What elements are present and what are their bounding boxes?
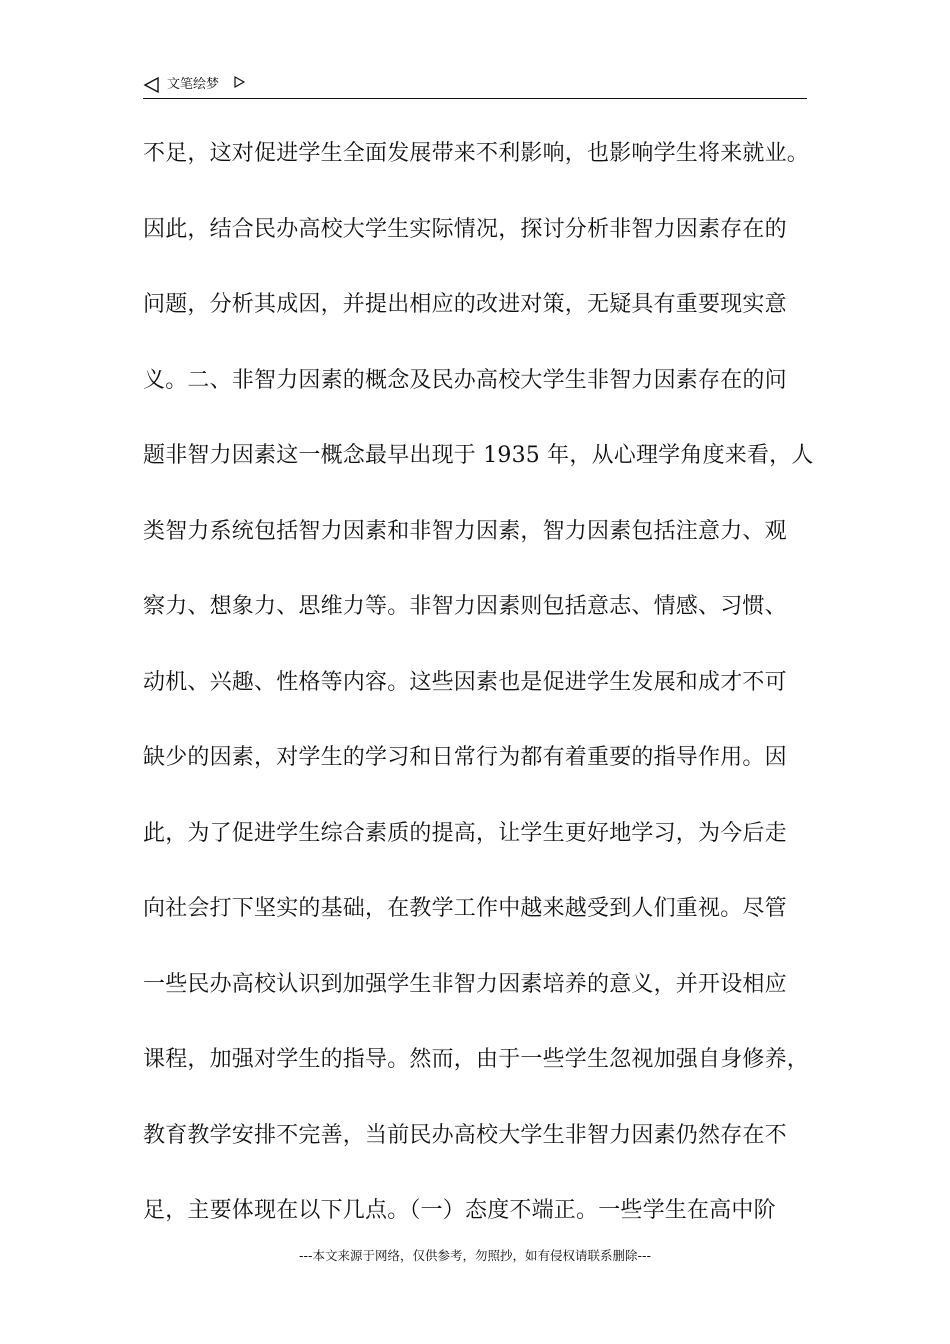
footer-disclaimer: ---本文来源于网络，仅供参考，勿照抄，如有侵权请联系删除--- (298, 1248, 652, 1263)
document-body (143, 131, 814, 1264)
text-line: 缺少的因素，对学生的学习和日常行为都有着重要的指导作用。因 (143, 745, 787, 770)
header-title: 文笔绘梦 (167, 77, 220, 92)
text-line: 课程，加强对学生的指导。然而，由于一些学生忽视加强自身修养， (143, 1047, 810, 1072)
text-line: 问题，分析其成因，并提出相应的改进对策，无疑具有重要现实意 (143, 292, 787, 317)
text-line: 足，主要体现在以下几点。（一）态度不端正。一些学生在高中阶 (143, 1198, 776, 1223)
text-line: 向社会打下坚实的基础，在教学工作中越来越受到人们重视。尽管 (143, 896, 787, 921)
triangle-right-outline-icon (233, 76, 245, 88)
text-line: 题非智力因素这一概念最早出现于 1935 年，从心理学角度来看，人 (143, 443, 814, 468)
text-line: 义。二、非智力因素的概念及民办高校大学生非智力因素存在的问 (143, 367, 787, 393)
text-line: 一些民办高校认识到加强学生非智力因素培养的意义，并开设相应 (143, 971, 787, 997)
text-line: 教育教学安排不完善，当前民办高校大学生非智力因素仍然存在不 (143, 1122, 787, 1148)
text-line: 察力、想象力、思维力等。非智力因素则包括意志、情感、习惯、 (143, 594, 787, 619)
text-line: 动机、兴趣、性格等内容。这些因素也是促进学生发展和成才不可 (143, 669, 787, 695)
triangle-left-outline-icon (143, 76, 161, 94)
page-header (143, 72, 807, 99)
text-line: 类智力系统包括智力因素和非智力因素，智力因素包括注意力、观 (143, 518, 787, 544)
text-line: 此，为了促进学生综合素质的提高，让学生更好地学习，为今后走 (143, 820, 787, 846)
text-line: 不足，这对促进学生全面发展带来不利影响，也影响学生将来就业。 (143, 141, 810, 166)
text-line: 因此，结合民办高校大学生实际情况，探讨分析非智力因素存在的 (143, 216, 787, 242)
